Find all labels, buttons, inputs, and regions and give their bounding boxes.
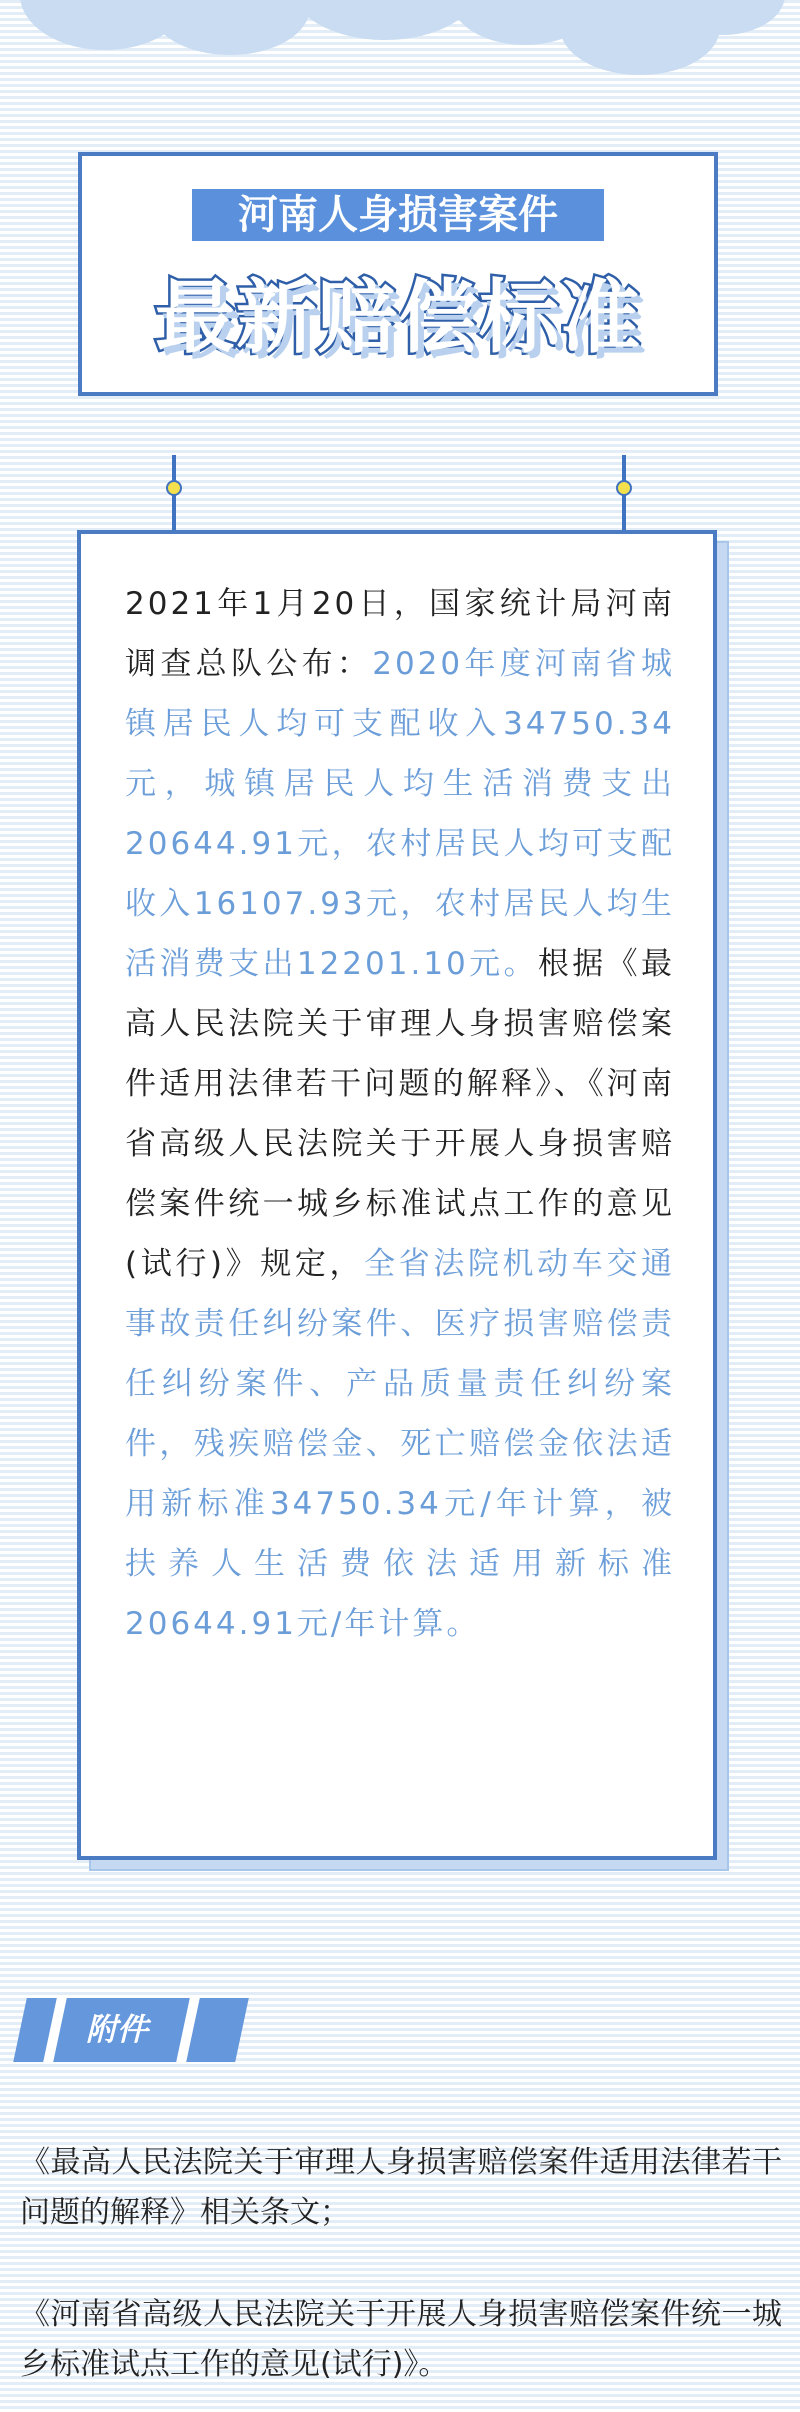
attachment-item: 《最高人民法院关于审理人身损害赔偿案件适用法律若干问题的解释》相关条文； (20, 2145, 782, 2230)
compensation-standard: 全省法院机动车交通事故责任纠纷案件、医疗损害赔偿责任纠纷案件、产品质量责任纠纷案件，残疾赔偿金、死亡赔偿金依法适用新标准34750.34元/年计算，被扶养人生活费依法适用新标准20644.91元/年计算。 (125, 1246, 675, 1642)
attachment-label: 附件 (86, 2012, 148, 2048)
announcement-text (125, 574, 675, 1654)
income-statistics: 2020年度河南省城镇居民人均可支配收入34750.34元，城镇居民人均生活消费支出20644.91元，农村居民人均可支配收入16107.93元，农村居民人均生活消费支出12201.10元。 (125, 646, 676, 982)
hanging-dot-right (616, 480, 632, 496)
legal-basis: 根据《最高人民法院关于审理人身损害赔偿案件适用法律若干问题的解释》、《河南省高级人民法院关于开展人身损害赔偿案件统一城乡标准试点工作的意见(试行)》规定， (125, 946, 676, 1282)
hanging-dot-left (166, 480, 182, 496)
page-subtitle: 河南人身损害案件 (192, 189, 604, 241)
page-title: 最新赔偿标准 (155, 271, 641, 364)
announcement-intro: 2021年1月20日，国家统计局河南调查总队公布： (125, 586, 675, 682)
attachment-item: 《河南省高级人民法院关于开展人身损害赔偿案件统一城乡标准试点工作的意见(试行)》。 (20, 2297, 782, 2382)
title-card (78, 152, 718, 396)
content-card (77, 530, 717, 1860)
